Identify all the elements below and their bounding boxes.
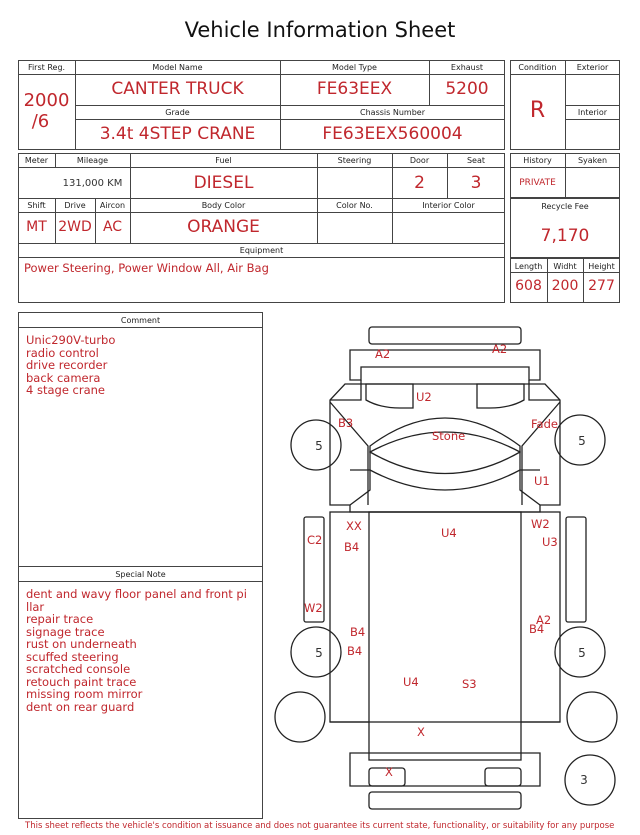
note-line: scratched console xyxy=(26,662,131,676)
door-label: Door xyxy=(409,156,430,165)
shift-value: MT xyxy=(26,219,47,235)
note-line: retouch paint trace xyxy=(26,674,137,689)
rear-bumper xyxy=(369,792,521,809)
comment-line: back camera xyxy=(26,370,101,385)
note-line: llar xyxy=(26,599,45,614)
mark-a2-mid: A2 xyxy=(536,613,552,627)
note-line: signage trace xyxy=(26,624,105,639)
mark-s3: S3 xyxy=(462,677,477,691)
spare-tire xyxy=(565,755,615,805)
side-guard-right xyxy=(566,517,586,622)
first-reg-year: 2000 xyxy=(23,90,70,111)
mark-b4-mid2: B4 xyxy=(347,644,363,658)
aircon-value: AC xyxy=(102,219,123,235)
model-type-value: FE63EEX xyxy=(316,79,393,99)
mark-w2-left: W2 xyxy=(304,601,323,615)
interior-color-label: Interior Color xyxy=(422,201,475,210)
mileage-value: 131,000 KM xyxy=(62,178,123,189)
mark-u2: U2 xyxy=(416,390,432,404)
first-reg-label: First Reg. xyxy=(27,63,66,72)
exhaust-label: Exhaust xyxy=(450,63,484,72)
note-line: scuffed steering xyxy=(26,649,119,664)
first-reg-month: /6 xyxy=(31,111,50,132)
special-note-list xyxy=(26,588,247,713)
meter-label: Meter xyxy=(24,156,49,165)
seat-label: Seat xyxy=(466,156,486,165)
door-value: 2 xyxy=(414,173,425,193)
truck-bed xyxy=(330,512,560,722)
wheel-rear-left xyxy=(275,692,325,742)
mark-c2: C2 xyxy=(307,533,323,547)
body-color-value: ORANGE xyxy=(187,217,260,237)
rear-panel xyxy=(350,753,540,786)
note-line: rust on underneath xyxy=(26,637,137,651)
wheel-fl-grade: 5 xyxy=(315,439,323,453)
model-name-label: Model Name xyxy=(152,63,203,72)
exterior-label: Exterior xyxy=(576,63,609,72)
cab-lower xyxy=(370,452,520,490)
comment-line: radio control xyxy=(26,345,99,360)
mark-fade: Fade xyxy=(531,417,558,431)
grade-value: 3.4t 4STEP CRANE xyxy=(99,124,256,144)
recycle-fee-value: 7,170 xyxy=(540,226,590,246)
length-label: Length xyxy=(514,262,543,271)
comment-label: Comment xyxy=(120,316,161,325)
mark-b4-right: B4 xyxy=(529,622,545,636)
wheel-rl-grade: 5 xyxy=(315,646,323,660)
mark-u4-top: U4 xyxy=(441,526,457,540)
mark-x-rear: X xyxy=(385,765,393,779)
width-value: 200 xyxy=(551,278,579,294)
color-no-label: Color No. xyxy=(336,201,373,210)
seat-value: 3 xyxy=(470,173,482,193)
drive-label: Drive xyxy=(64,201,86,210)
vehicle-damage-diagram xyxy=(268,318,628,820)
special-note-label: Special Note xyxy=(115,570,166,579)
equipment-label: Equipment xyxy=(239,246,284,255)
note-line: dent and wavy floor panel and front pi xyxy=(26,587,247,601)
mark-stone: Stone xyxy=(432,429,466,443)
history-value: PRIVATE xyxy=(519,178,556,188)
note-line: repair trace xyxy=(26,612,94,626)
mark-b4-left-top: B4 xyxy=(344,540,360,554)
wheel-rr-grade: 5 xyxy=(578,646,586,660)
page-title: Vehicle Information Sheet xyxy=(184,18,456,42)
aircon-label: Aircon xyxy=(99,201,126,210)
mark-b4-mid: B4 xyxy=(350,625,366,639)
fuel-value: DIESEL xyxy=(193,173,254,193)
cab-roof xyxy=(366,384,413,408)
comment-line: drive recorder xyxy=(26,358,108,372)
width-label: Widht xyxy=(553,262,577,271)
wheel-rear-right xyxy=(567,692,617,742)
comment-line: 4 stage crane xyxy=(26,383,106,397)
mark-u1: U1 xyxy=(534,474,550,488)
mark-x-body: X xyxy=(417,725,425,739)
drive-value: 2WD xyxy=(58,219,92,235)
spare-grade: 3 xyxy=(580,773,588,787)
mileage-label: Mileage xyxy=(76,156,109,165)
height-value: 277 xyxy=(588,278,615,294)
condition-label: Condition xyxy=(518,63,557,72)
mark-w2-right: W2 xyxy=(531,517,550,531)
note-line: missing room mirror xyxy=(26,687,143,701)
comment-list xyxy=(26,334,115,397)
fuel-label: Fuel xyxy=(215,156,232,165)
chassis-value: FE63EEX560004 xyxy=(322,124,463,144)
syaken-label: Syaken xyxy=(577,156,608,165)
mark-a2-right: A2 xyxy=(492,342,508,356)
equipment-value: Power Steering, Power Window All, Air Bag xyxy=(24,261,269,275)
recycle-fee-label: Recycle Fee xyxy=(541,202,589,211)
shift-label: Shift xyxy=(27,201,46,210)
model-name-value: CANTER TRUCK xyxy=(111,79,244,99)
height-label: Height xyxy=(588,262,615,271)
note-line: dent on rear guard xyxy=(26,699,135,714)
length-value: 608 xyxy=(515,278,542,294)
mark-xx: XX xyxy=(346,519,362,533)
mark-u4-bottom: U4 xyxy=(403,675,419,689)
steering-label: Steering xyxy=(337,156,372,165)
mark-u3: U3 xyxy=(542,535,558,549)
chassis-label: Chassis Number xyxy=(360,108,425,117)
comment-line: Unic290V-turbo xyxy=(26,333,116,347)
condition-value: R xyxy=(529,98,546,123)
exhaust-value: 5200 xyxy=(445,79,489,99)
history-label: History xyxy=(523,156,552,165)
interior-label: Interior xyxy=(577,108,608,117)
cab-outline xyxy=(330,384,560,512)
mark-b3: B3 xyxy=(338,416,354,430)
mark-a2-left: A2 xyxy=(375,347,391,361)
wheel-fr-grade: 5 xyxy=(578,434,586,448)
disclaimer-footer: This sheet reflects the vehicle's condition at issuance and does not guarantee its current state, functionality, or suitability for any purpose xyxy=(25,821,615,831)
grade-label: Grade xyxy=(165,108,190,117)
model-type-label: Model Type xyxy=(332,63,377,72)
body-color-label: Body Color xyxy=(201,201,246,210)
